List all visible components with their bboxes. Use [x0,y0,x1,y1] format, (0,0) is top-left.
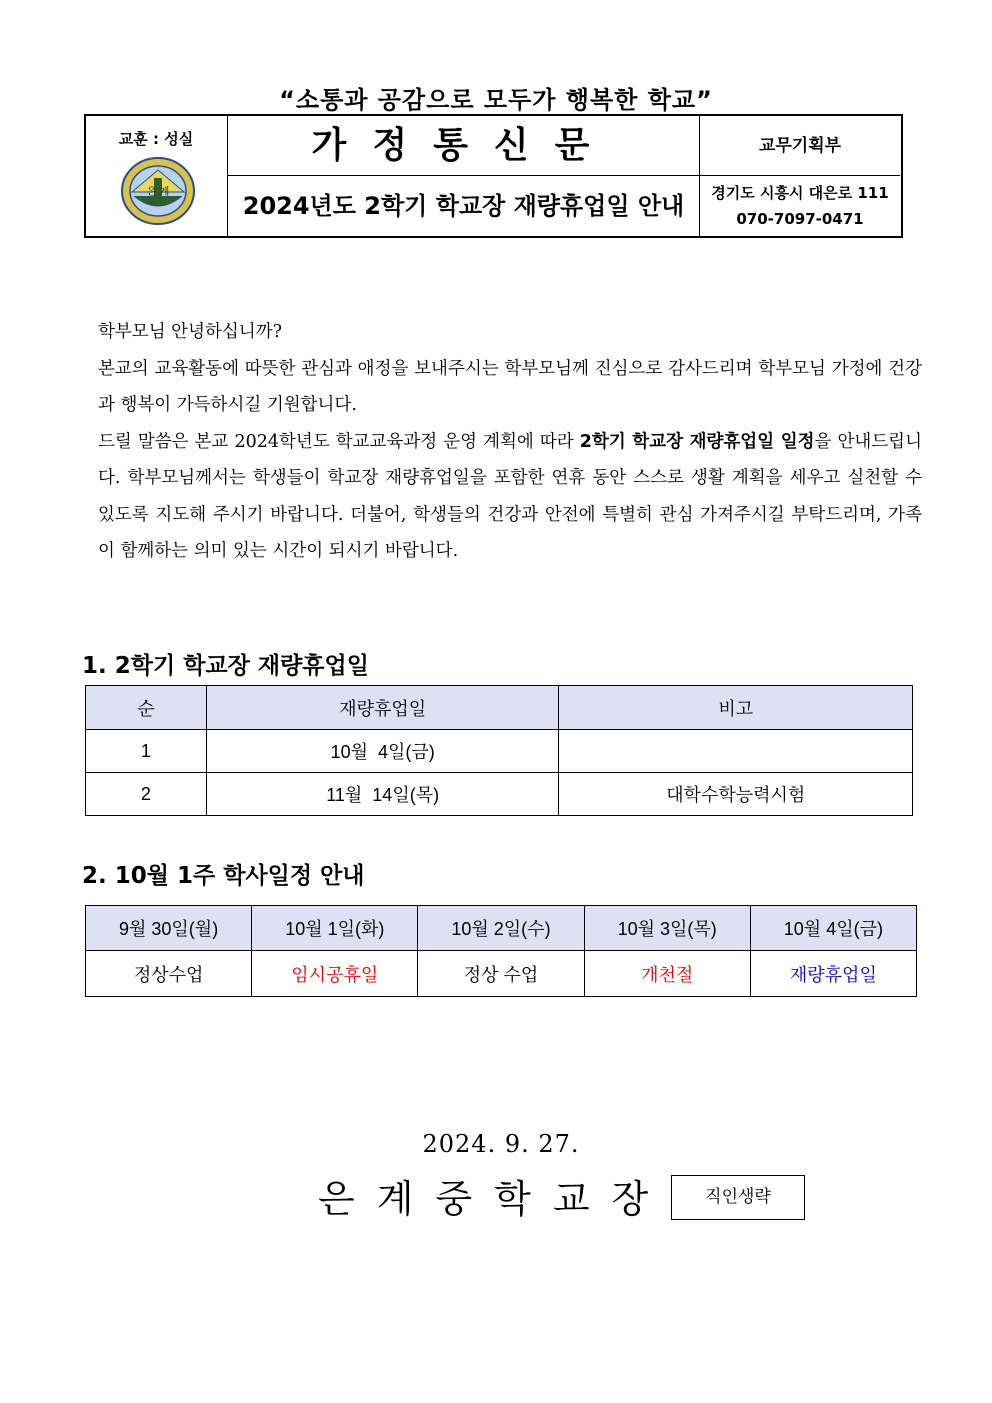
event-cell-holiday: 개천절 [584,951,750,997]
department-cell [699,116,901,236]
paragraph-1: 본교의 교육활동에 따뜻한 관심과 애정을 보내주시는 학부모님께 진심으로 감사드리며 학부모님 가정에 건강과 행복이 가득하시길 기원합니다. [98,358,922,415]
col-header-date: 재량휴업일 [206,686,559,730]
seal-omitted-box: 직인생략 [671,1175,805,1220]
day-cell: 10월 3일(목) [584,906,750,951]
day-cell: 9월 30일(월) [86,906,252,951]
paragraph-2 [82,424,922,570]
weekly-schedule-table [85,905,917,997]
row-number: 2 [86,773,207,816]
letter-body [82,314,922,570]
row-note [559,730,913,773]
event-cell-discretionary: 재량휴업일 [750,951,916,997]
school-address: 경기도 시흥시 대은로 111 [711,184,889,202]
principal-signature: 은계중학교장 [318,1177,671,1221]
greeting: 학부모님 안녕하십니까? [98,322,282,342]
holiday-table [85,685,913,816]
day-cell: 10월 4일(금) [750,906,916,951]
row-date: 11월 14일(목) [206,773,559,816]
newsletter-header [84,114,903,238]
school-motto: 교훈 : 성실 [118,130,194,148]
schedule-event-row [86,951,917,997]
section-1-title: 1. 2학기 학교장 재량휴업일 [82,653,369,679]
table-row [86,773,913,816]
day-cell: 10월 2일(수) [418,906,584,951]
col-header-note: 비고 [559,686,913,730]
event-cell: 정상 수업 [418,951,584,997]
row-note: 대학수학능력시험 [559,773,913,816]
contact-block [700,180,900,232]
school-phone: 070-7097-0471 [736,210,864,228]
department-name: 교무기획부 [700,116,900,176]
paragraph-2-post: 을 안내드립니다. 학부모님께서는 학생들이 학교장 재량휴업일을 포함한 연휴 동안 스스로 생활 계획을 세우고 실천할 수 있도록 지도해 주시기 바랍니다. 더불어, 학생들의 건강과 안전에 특별히 관심 가져주시길 부탁드리며, 가족이 함께하는 의미 있는 시간이 되시기 바랍니다. [98,431,922,561]
school-logo-emblem [120,156,196,226]
event-cell-holiday: 임시공휴일 [252,951,418,997]
event-cell: 정상수업 [86,951,252,997]
page-subtitle: 2024년도 2학기 학교장 재량휴업일 안내 [242,192,685,220]
day-cell: 10월 1일(화) [252,906,418,951]
logo-cell [86,116,228,236]
issue-date: 2024. 9. 27. [422,1130,580,1158]
logo-text: 은 계 [146,187,170,198]
school-slogan: “소통과 공감으로 모두가 행복한 학교” [279,86,713,114]
col-header-number: 순 [86,686,207,730]
paragraph-2-bold: 2학기 학교장 재량휴업일 일정 [579,431,815,452]
section-2-title: 2. 10월 1주 학사일정 안내 [82,863,365,889]
paragraph-2-pre: 드릴 말씀은 본교 2024학년도 학교교육과정 운영 계획에 따라 [98,431,580,452]
row-number: 1 [86,730,207,773]
table-row [86,730,913,773]
page-title: 가정통신문 [228,116,699,176]
row-date: 10월 4일(금) [206,730,559,773]
schedule-day-row [86,906,917,951]
table-header-row [86,686,913,730]
